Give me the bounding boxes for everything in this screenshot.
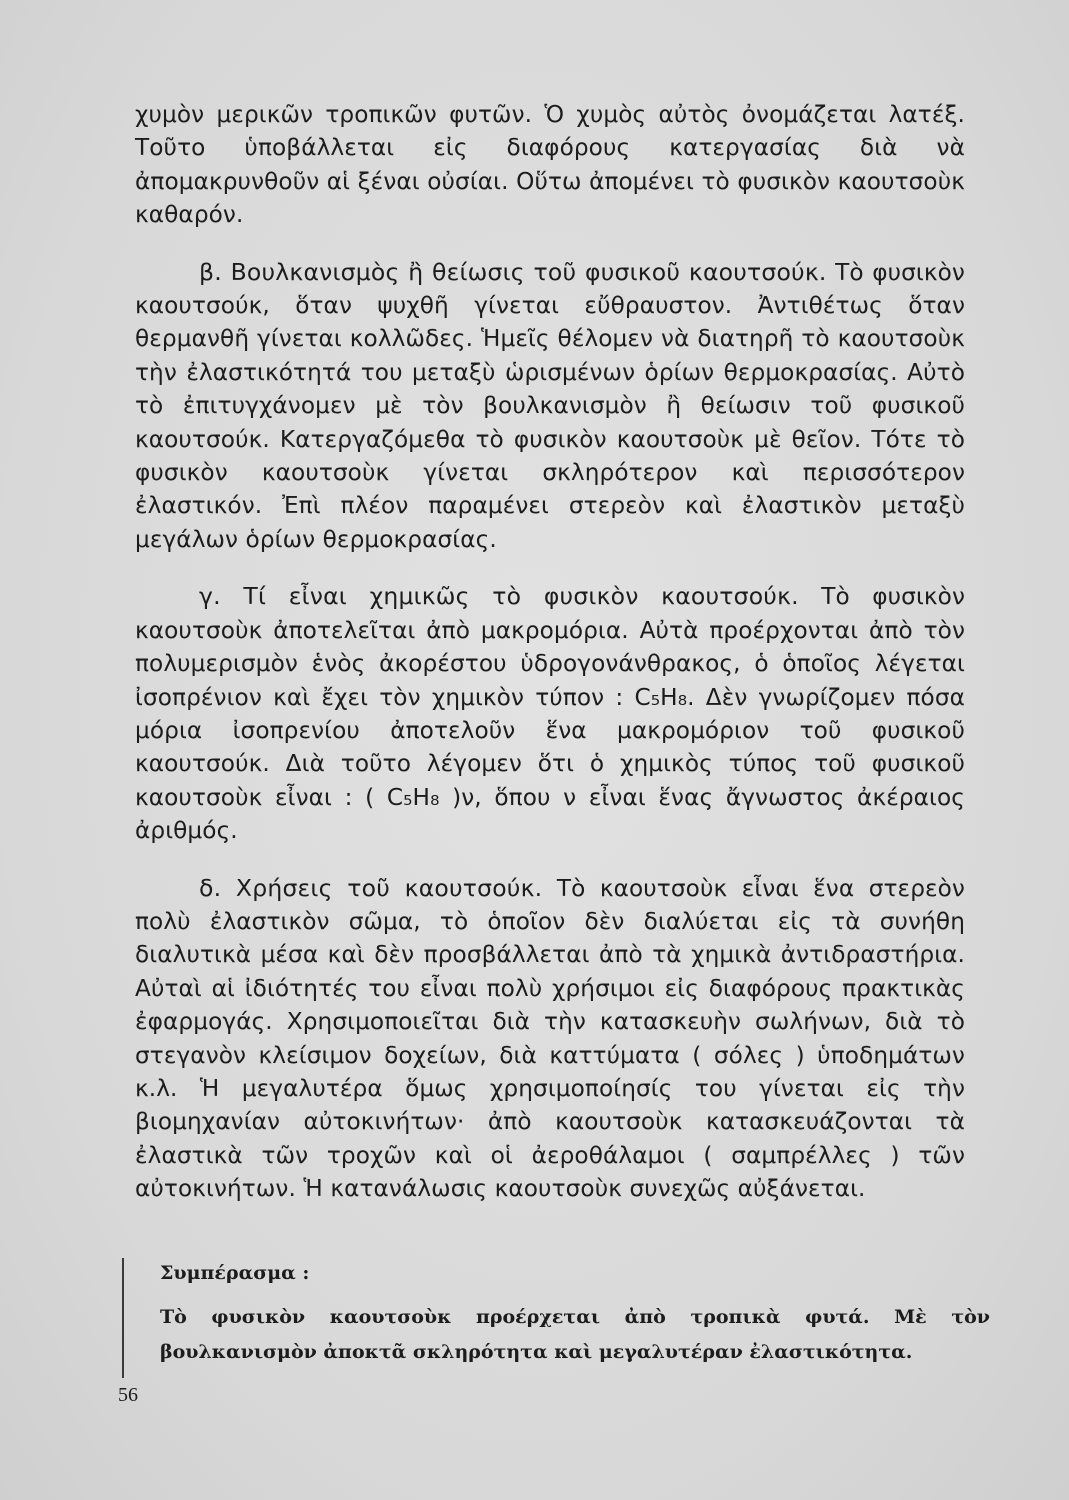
intro-paragraph: χυμὸν μερικῶν τροπικῶν φυτῶν. Ὁ χυμὸς αὐτὸς ὀνομάζεται λατέξ. Τοῦτο ὑποβάλλεται εἰς διαφόρους κατεργασίας διὰ νὰ ἀπομακρυνθοῦν αἱ ξέναι οὐσίαι. Οὕτω ἀπομένει τὸ φυσικὸν καουτσοὺκ καθαρόν. <box>135 101 965 229</box>
page-number: 56 <box>118 1384 138 1406</box>
conclusion-title: Συμπέρασμα : <box>160 1262 310 1284</box>
section-body-vulcanization: Τὸ φυσικὸν καουτσούκ, ὅταν ψυχθῆ γίνεται εὔθραυστον. Ἀντιθέτως ὅταν θερμανθῆ γίνεται κολλῶδες. Ἡμεῖς θέλομεν νὰ διατηρῆ τὸ καουτσοὺκ τὴν ἐλαστικότητά του μεταξὺ ὡρισμένων ὁρίων θερμοκρασίας. Αὐτὸ τὸ ἐπιτυγχάνομεν μὲ τὸν βουλκανισμὸν ἢ θείωσιν τοῦ φυσικοῦ καουτσούκ. Κατεργαζόμεθα τὸ φυσικὸν καουτσοὺκ μὲ θεῖον. Τότε τὸ φυσικὸν καουτσοὺκ γίνεται σκληρότερον καὶ περισσότερον ἐλαστικόν. Ἐπὶ πλέον παραμένει στερεὸν καὶ ἐλαστικὸν μεταξὺ μεγάλων ὁρίων θερμοκρασίας. <box>135 258 965 553</box>
conclusion-text: Τὸ φυσικὸν καουτσοὺκ προέρχεται ἀπὸ τροπικὰ φυτά. Μὲ τὸν βουλκανισμὸν ἀποκτᾶ σκληρότητα καὶ μεγαλυτέραν ἐλαστικότητα. <box>160 1306 990 1363</box>
section-vulcanization <box>135 256 965 557</box>
conclusion-box <box>122 1258 990 1378</box>
main-text <box>135 98 965 1230</box>
section-body-uses: Τὸ καουτσοὺκ εἶναι ἕνα στερεὸν πολὺ ἐλαστικὸν σῶμα, τὸ ὁποῖον δὲν διαλύεται εἰς τὰ συνήθη διαλυτικὰ μέσα καὶ δὲν προσβάλλεται ἀπὸ τὰ χημικὰ ἀντιδραστήρια. Αὐταὶ αἱ ἰδιότητές του εἶναι πολὺ χρήσιμοι εἰς διαφόρους πρακτικὰς ἐφαρμογάς. Χρησιμοποιεῖται διὰ τὴν κατασκευὴν σωλήνων, διὰ τὸ στεγανὸν κλείσιμον δοχείων, διὰ καττύματα ( σόλες ) ὑποδημάτων κ.λ. Ἡ μεγαλυτέρα ὅμως χρησιμοποίησίς του γίνεται εἰς τὴν βιομηχανίαν αὐτοκινήτων· ἀπὸ καουτσοὺκ κατασκευάζονται τὰ ἐλαστικὰ τῶν τροχῶν καὶ οἱ ἀεροθάλαμοι ( σαμπρέλλες ) τῶν αὐτοκινήτων. Ἡ κατανάλωσις καουτσοὺκ συνεχῶς αὐξάνεται. <box>135 874 965 1203</box>
section-title-uses: δ. Χρήσεις τοῦ καουτσούκ. <box>199 873 543 902</box>
section-uses <box>135 872 965 1206</box>
section-title-vulcanization: β. Βουλκανισμὸς ἢ θείωσις τοῦ φυσικοῦ καουτσούκ. <box>199 257 827 286</box>
section-title-chemistry: γ. Τί εἶναι χημικῶς τὸ φυσικὸν καουτσούκ. <box>199 582 799 611</box>
section-chemistry <box>135 580 965 847</box>
section-body-chemistry: Τὸ φυσικὸν καουτσοὺκ ἀποτελεῖται ἀπὸ μακρομόρια. Αὐτὰ προέρχονται ἀπὸ τὸν πολυμερισμὸν ἑνὸς ἀκορέστου ὑδρογονάνθρακος, ὁ ὁποῖος λέγεται ἰσοπρένιον καὶ ἔχει τὸν χημικὸν τύπον : C₅H₈. Δὲν γνωρίζομεν πόσα μόρια ἰσοπρενίου ἀποτελοῦν ἕνα μακρομόριον τοῦ φυσικοῦ καουτσούκ. Διὰ τοῦτο λέγομεν ὅτι ὁ χημικὸς τύπος τοῦ φυσικοῦ καουτσοὺκ εἶναι : ( C₅H₈ )ν, ὅπου ν εἶναι ἕνας ἄγνωστος ἀκέραιος ἀριθμός. <box>135 583 965 845</box>
